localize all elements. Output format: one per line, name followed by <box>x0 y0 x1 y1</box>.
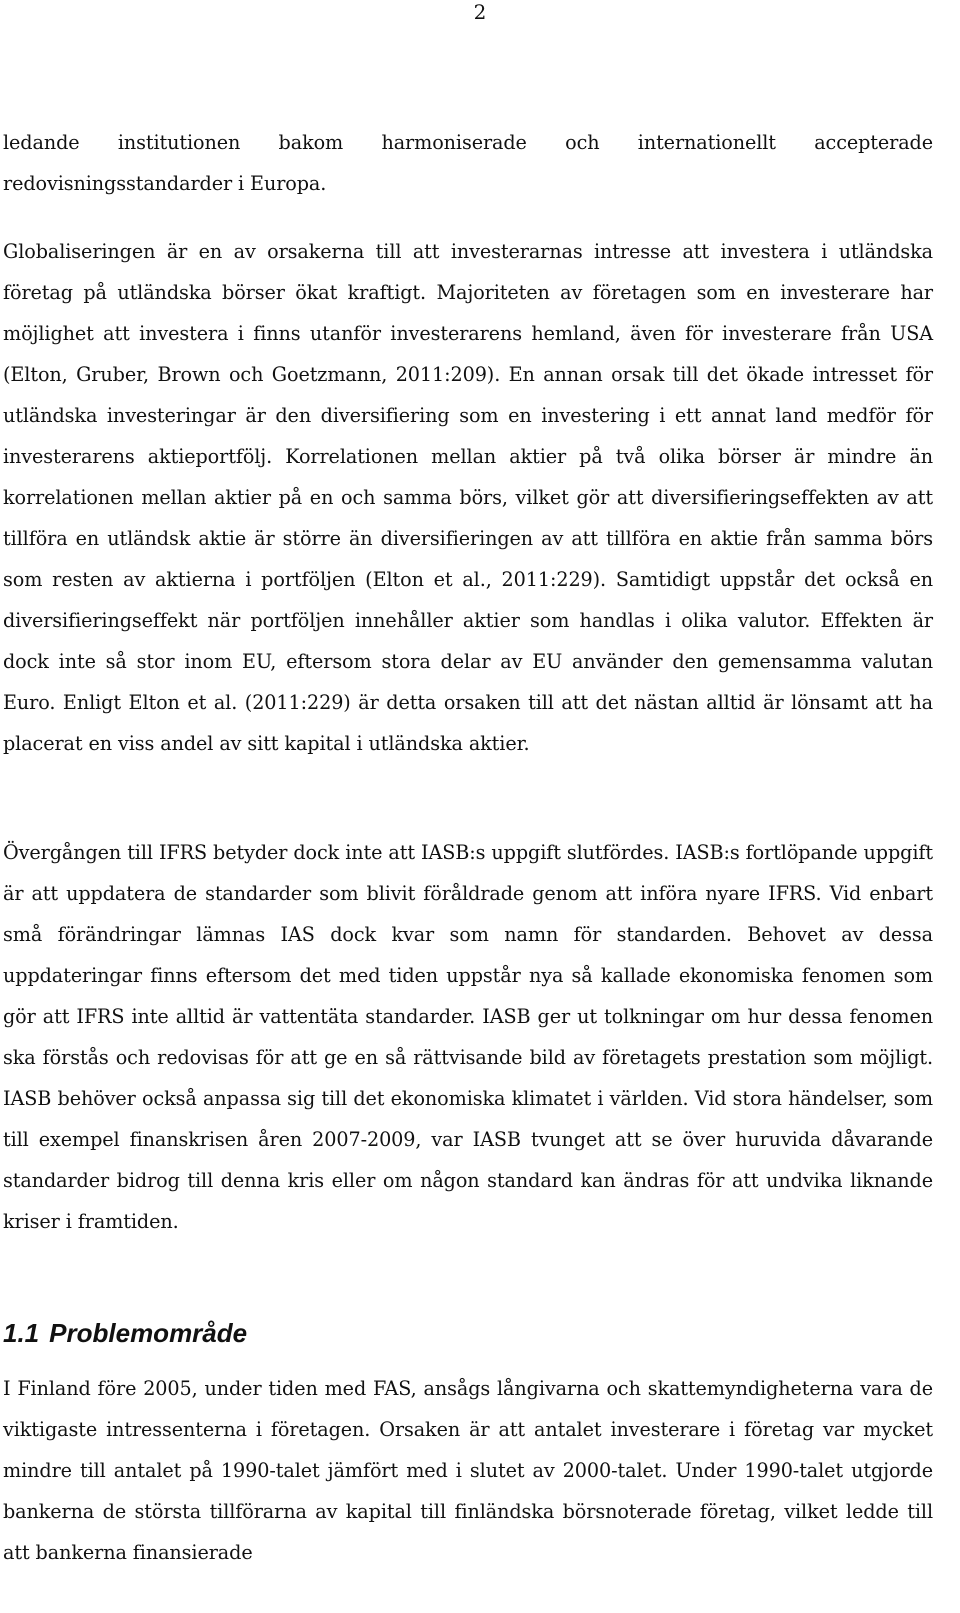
paragraph-1: ledande institutionen bakom harmoniserade och internationellt accepterade redovisningsstandarder i Europa. <box>3 131 933 195</box>
paragraph-3: Övergången till IFRS betyder dock inte att IASB:s uppgift slutfördes. IASB:s fortlöpande uppgift är att uppdatera de standarder som blivit föråldrade genom att införa nyare IFRS. Vid enbart små förändringar lämnas IAS dock kvar som namn för standarden. Behovet av dessa uppdateringar finns eftersom det med tiden uppstår nya så kallade ekonomiska fenomen som gör att IFRS inte alltid är vattentäta standarder. IASB ger ut tolkningar om hur dessa fenomen ska förstås och redovisas för att ge en så rättvisande bild av företagets prestation som möjligt. IASB behöver också anpassa sig till det ekonomiska klimatet i världen. Vid stora händelser, som till exempel finanskrisen åren 2007-2009, var IASB tvunget att se över huruvida dåvarande standarder bidrog till denna kris eller om någon standard kan ändras för att undvika liknande kriser i framtiden. <box>3 841 933 1233</box>
section-heading <box>3 1313 247 1353</box>
paragraph-4: I Finland före 2005, under tiden med FAS, ansågs långivarna och skattemyndigheterna vara de viktigaste intressenterna i företagen. Orsaken är att antalet investerare i företag var mycket mindre till antalet på 1990-talet jämfört med i slutet av 2000-talet. Under 1990-talet utgjorde bankerna de största tillförarna av kapital till finländska börsnoterade företag, vilket ledde till att bankerna finansierade <box>3 1377 933 1564</box>
section-number: 1.1 <box>3 1318 40 1348</box>
section-title: Problemområde <box>49 1318 248 1348</box>
paragraph-2: Globaliseringen är en av orsakerna till att investerarnas intresse att investera i utländska företag på utländska börser ökat kraftigt. Majoriteten av företagen som en investerare har möjlighet att investera i finns utanför investerarens hemland, även för investerare från USA (Elton, Gruber, Brown och Goetzmann, 2011:209). En annan orsak till det ökade intresset för utländska investeringar är den diversifiering som en investering i ett annat land medför för investerarens aktieportfölj. Korrelationen mellan aktier på två olika börser är mindre än korrelationen mellan aktier på en och samma börs, vilket gör att diversifieringseffekten av att tillföra en utländsk aktie är större än diversifieringen av att tillföra en aktie från samma börs som resten av aktierna i portföljen (Elton et al., 2011:229). Samtidigt uppstår det också en diversifieringseffekt när portföljen innehåller aktier som handlas i olika valutor. Effekten är dock inte så stor inom EU, eftersom stora delar av EU använder den gemensamma valutan Euro. Enligt Elton et al. (2011:229) är detta orsaken till att det nästan alltid är lönsamt att ha placerat en viss andel av sitt kapital i utländska aktier. <box>3 240 933 755</box>
page-number: 2 <box>473 0 487 24</box>
